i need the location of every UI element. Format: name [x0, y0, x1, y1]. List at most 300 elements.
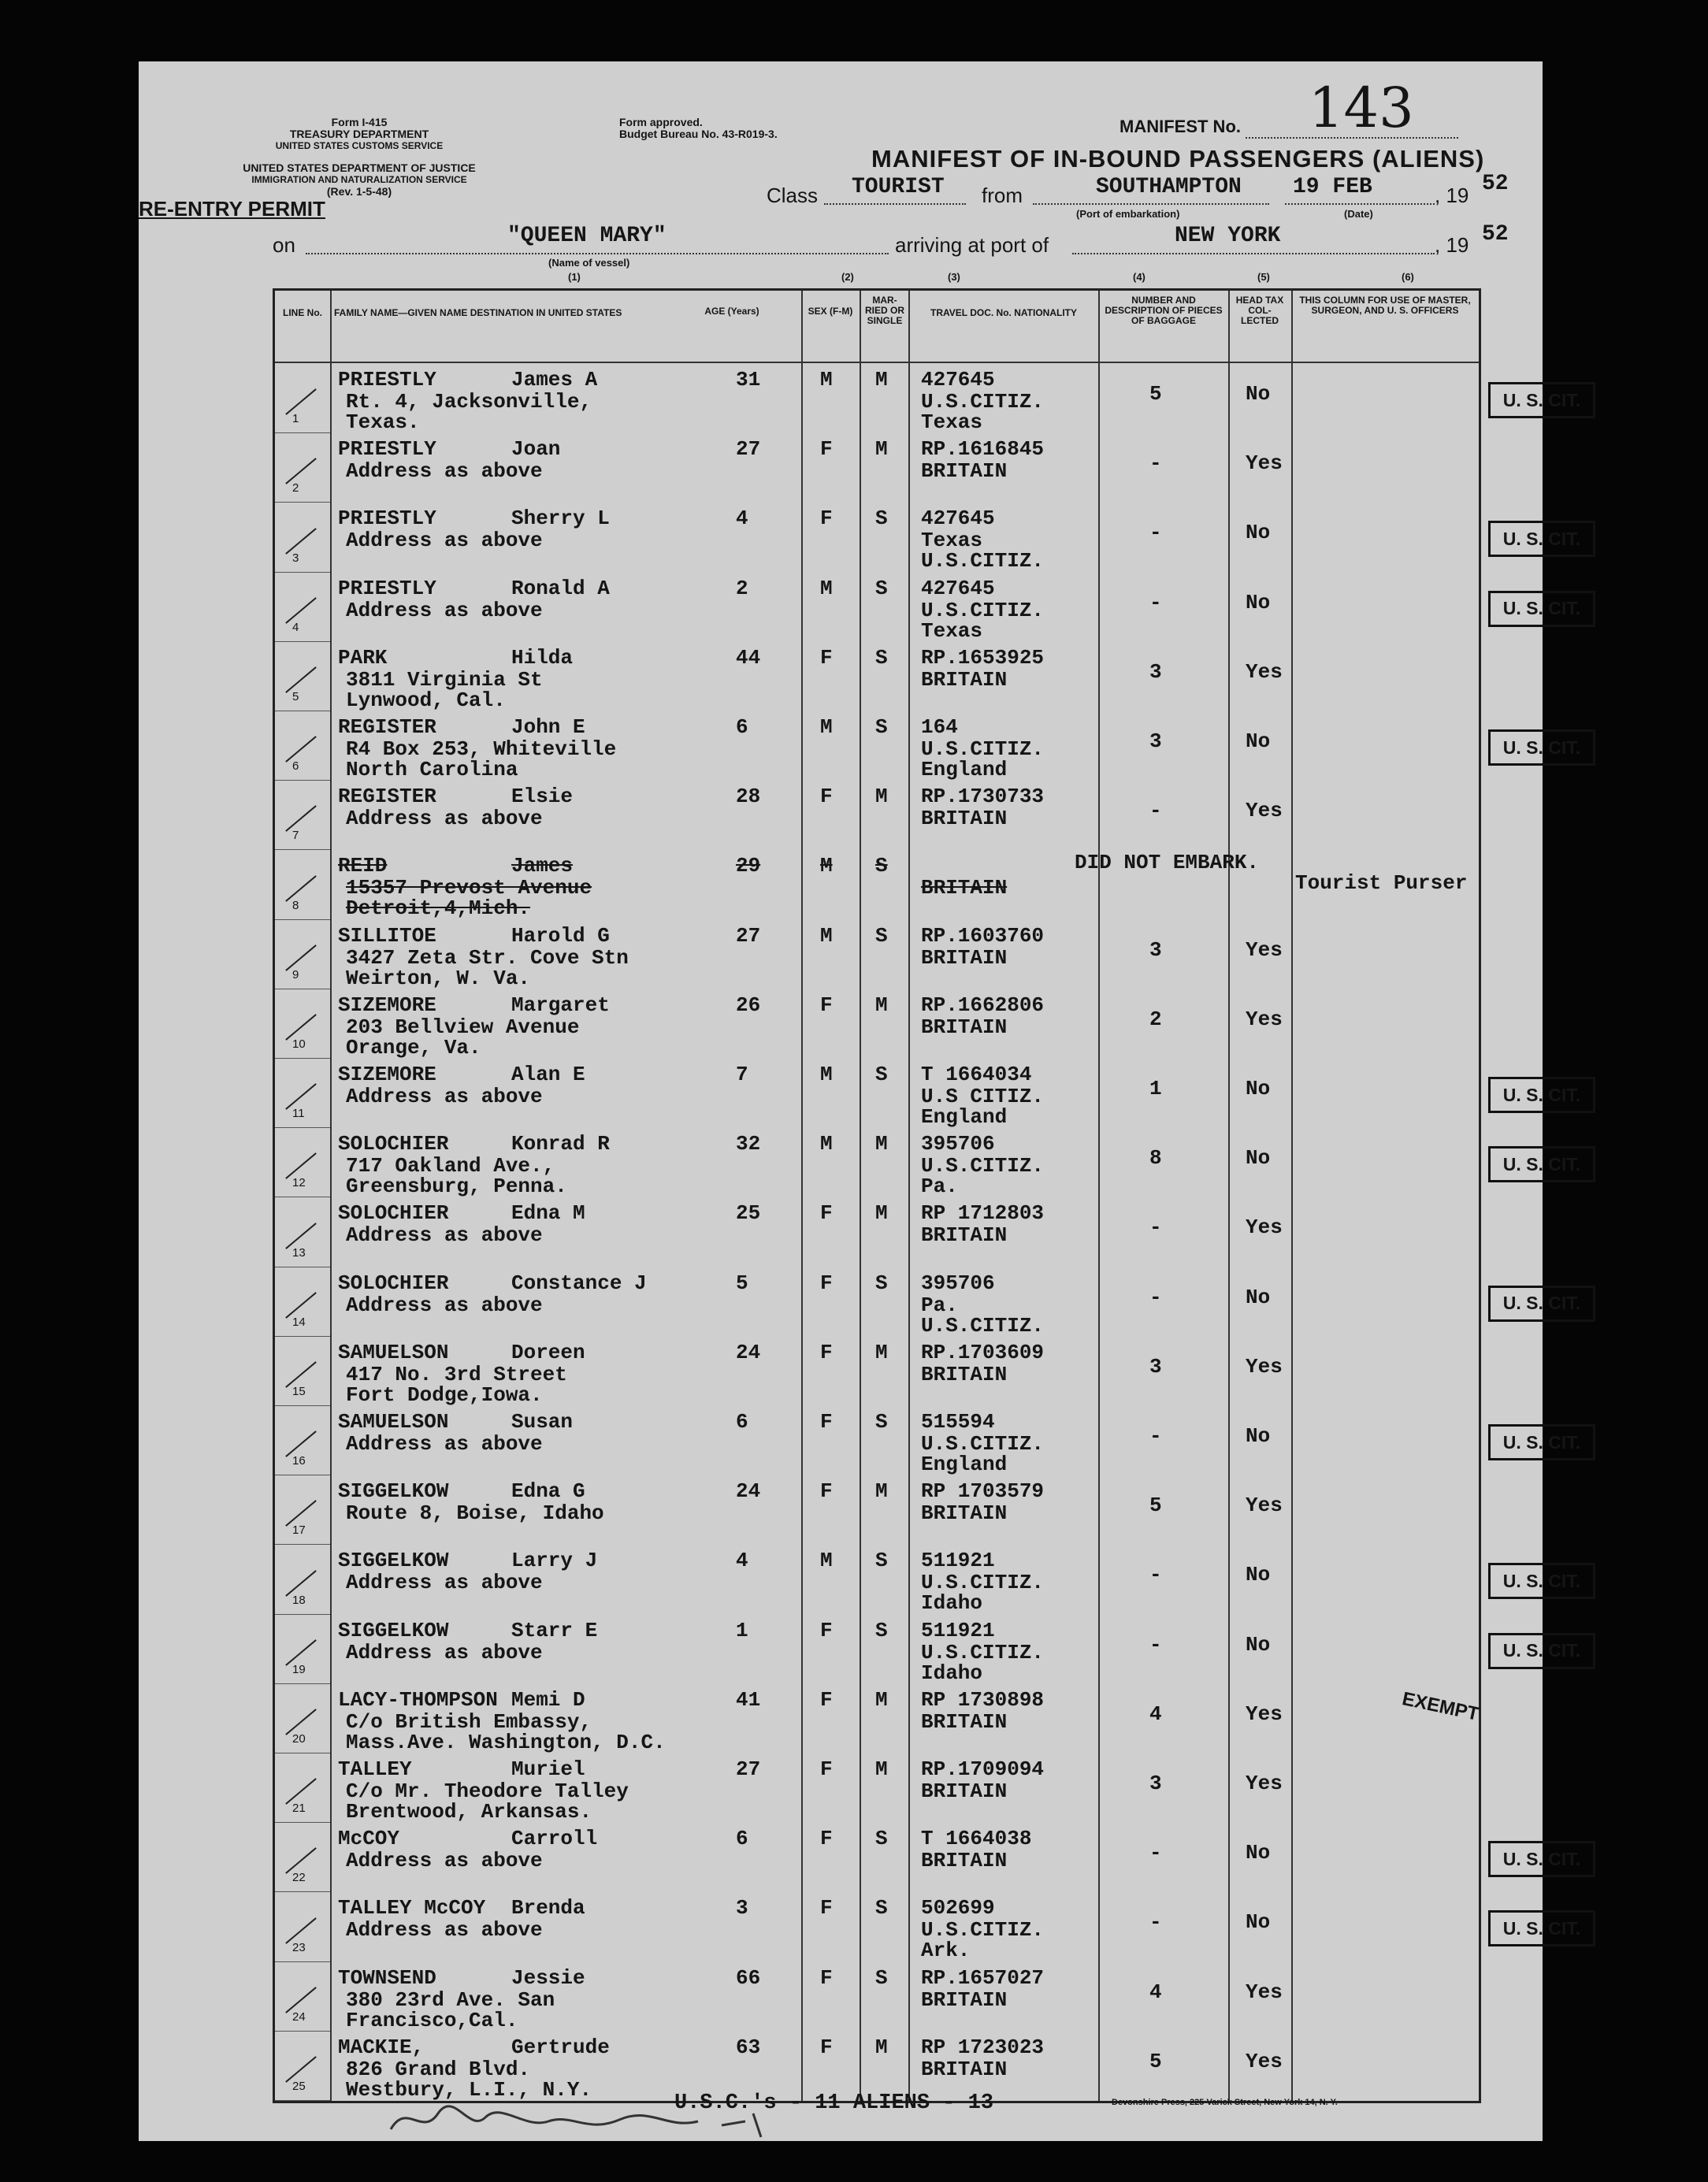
family-name: McCOY: [338, 1827, 400, 1851]
departure-year: 52: [1482, 172, 1509, 196]
arrival-port: NEW YORK: [1175, 224, 1281, 248]
table-row: [275, 715, 1581, 785]
baggage-count: -: [1149, 1910, 1162, 1935]
table-row: [275, 1063, 1581, 1132]
address-line-1: C/o Mr. Theodore Talley: [346, 1779, 629, 1803]
address-line-1: 717 Oakland Ave.,: [346, 1154, 555, 1178]
age: 28: [736, 785, 761, 809]
address-line-2: Fort Dodge,Iowa.: [346, 1382, 543, 1407]
marital-status: M: [875, 785, 888, 809]
head-tax: No: [1246, 1146, 1271, 1171]
given-name: Jessie: [511, 1965, 585, 1990]
reentry-permit-label: RE-ENTRY PERMIT: [139, 197, 325, 221]
address-line-1: Address as above: [346, 1918, 543, 1943]
address-line-1: Address as above: [346, 807, 543, 831]
baggage-count: 2: [1149, 1007, 1162, 1031]
given-name: Memi D: [511, 1687, 585, 1712]
marital-status: M: [875, 1757, 888, 1781]
nationality: U.S.CITIZ.: [921, 598, 1045, 622]
totals-line: U.S.C.'s - 11 ALIENS - 13: [674, 2091, 994, 2115]
given-name: Elsie: [511, 785, 574, 809]
sex: F: [820, 1410, 833, 1434]
col-header-married: MAR-RIED OR SINGLE: [864, 295, 904, 326]
marital-status: M: [875, 1479, 888, 1504]
us-citizen-stamp: U. S. CIT.: [1488, 1633, 1595, 1669]
travel-doc-number: RP.1703609: [921, 1340, 1045, 1364]
us-citizen-stamp: U. S. CIT.: [1488, 1424, 1595, 1460]
colnum-1: (1): [568, 271, 581, 283]
doc-note: Texas: [921, 410, 983, 434]
approval-block: [619, 117, 824, 140]
head-tax: Yes: [1246, 1772, 1283, 1795]
head-tax: Yes: [1246, 659, 1283, 684]
date-line: [1285, 203, 1435, 205]
marital-status: S: [875, 854, 888, 878]
baggage-count: 3: [1149, 729, 1162, 753]
given-name: Starr E: [511, 1618, 598, 1642]
table-row: [275, 1271, 1581, 1341]
given-name: Constance J: [511, 1271, 647, 1295]
travel-doc-number: RP.1709094: [921, 1757, 1045, 1781]
head-tax: No: [1246, 1424, 1271, 1448]
age: 7: [736, 1063, 748, 1086]
line-number: 24: [292, 2009, 306, 2024]
arrival-year-label: , 19: [1435, 233, 1469, 257]
given-name: Susan: [511, 1410, 574, 1434]
given-name: Muriel: [511, 1757, 585, 1781]
line-number: 10: [292, 1037, 306, 1051]
address-line-1: Address as above: [346, 1432, 543, 1456]
date-caption: (Date): [1344, 208, 1373, 220]
vessel-line: [306, 253, 889, 254]
col-header-headtax: HEAD TAX COL-LECTED: [1235, 295, 1284, 326]
baggage-count: -: [1149, 1215, 1162, 1240]
family-name: PRIESTLY: [338, 507, 436, 531]
address-line-2: North Carolina: [346, 758, 518, 781]
baggage-count: 1: [1149, 1077, 1162, 1100]
address-line-2: Mass.Ave. Washington, D.C.: [346, 1730, 666, 1754]
manifest-no-label: MANIFEST No.: [1119, 117, 1241, 136]
doc-note: U.S.CITIZ.: [921, 1313, 1045, 1338]
address-line-1: 15357 Prevost Avenue: [346, 876, 592, 900]
baggage-count: -: [1149, 1632, 1162, 1657]
line-number: 13: [292, 1245, 306, 1260]
age: 29: [736, 854, 761, 878]
baggage-count: -: [1149, 1285, 1162, 1309]
nationality: BRITAIN: [921, 1709, 1008, 1734]
address-line-1: R4 Box 253, Whiteville: [346, 737, 617, 761]
sex: F: [820, 2035, 833, 2059]
nationality: U.S.CITIZ.: [921, 737, 1045, 761]
nationality: BRITAIN: [921, 1362, 1008, 1386]
head-tax: No: [1246, 590, 1271, 614]
us-citizen-stamp: U. S. CIT.: [1488, 1563, 1595, 1599]
family-name: MACKIE,: [338, 2035, 425, 2059]
marital-status: S: [875, 1271, 888, 1295]
head-tax: Yes: [1246, 1215, 1283, 1240]
family-name: PRIESTLY: [338, 576, 436, 600]
address-line-2: Brentwood, Arkansas.: [346, 1800, 592, 1824]
family-name: REGISTER: [338, 785, 436, 809]
address-line-1: Address as above: [346, 1293, 543, 1317]
colnum-3: (3): [948, 271, 960, 283]
head-tax: No: [1246, 1632, 1271, 1657]
head-tax: Yes: [1246, 2049, 1283, 2073]
line-number: 3: [292, 551, 299, 565]
exempt-stamp: EXEMPT: [1400, 1687, 1481, 1725]
age: 27: [736, 437, 761, 462]
marital-status: M: [875, 1687, 888, 1712]
sex: F: [820, 645, 833, 670]
travel-doc-number: 427645: [921, 576, 995, 600]
line-number: 6: [292, 759, 299, 774]
age: 44: [736, 645, 761, 670]
head-tax: No: [1246, 1077, 1271, 1100]
header-rule: [275, 362, 1479, 363]
nationality: BRITAIN: [921, 459, 1008, 484]
baggage-count: -: [1149, 451, 1162, 476]
head-tax: No: [1246, 1285, 1271, 1309]
travel-doc-number: RP 1723023: [921, 2035, 1045, 2059]
line-number: 25: [292, 2080, 306, 2093]
doc-note: England: [921, 1453, 1008, 1476]
from-line: [1033, 203, 1269, 205]
nationality: BRITAIN: [921, 1223, 1008, 1248]
manifest-number: 143: [1309, 76, 1414, 140]
manifest-page: [139, 61, 1581, 2141]
vessel-caption: (Name of vessel): [548, 257, 630, 269]
given-name: Carroll: [511, 1827, 598, 1851]
col-header-baggage: NUMBER AND DESCRIPTION OF PIECES OF BAGGAGE: [1105, 295, 1223, 326]
head-tax: Yes: [1246, 1980, 1283, 2004]
sex: F: [820, 785, 833, 809]
head-tax: Yes: [1246, 1354, 1283, 1379]
nationality: BRITAIN: [921, 1779, 1008, 1803]
nationality: U.S.CITIZ.: [921, 1571, 1045, 1595]
table-row: [275, 993, 1479, 1063]
given-name: Gertrude: [511, 2035, 610, 2059]
line-number: 12: [292, 1176, 306, 1190]
sex: M: [820, 1132, 833, 1156]
nationality: Pa.: [921, 1293, 958, 1317]
head-tax: Yes: [1246, 1007, 1283, 1031]
line-number: 20: [292, 1732, 306, 1746]
marital-status: M: [875, 1201, 888, 1226]
line-number: 2: [292, 481, 299, 495]
address-line-1: Address as above: [346, 529, 543, 553]
family-name: PRIESTLY: [338, 437, 436, 462]
ins-service: IMMIGRATION AND NATURALIZATION SERVICE: [251, 174, 467, 185]
head-tax: Yes: [1246, 1701, 1283, 1726]
budget-bureau: Budget Bureau No. 43-R019-3.: [619, 128, 778, 140]
table-row: [275, 1132, 1581, 1201]
baggage-count: 4: [1149, 1701, 1162, 1726]
travel-doc-number: 515594: [921, 1410, 995, 1434]
family-name: LACY-THOMPSON: [338, 1687, 498, 1712]
baggage-count: -: [1149, 521, 1162, 545]
us-citizen-stamp: U. S. CIT.: [1488, 1146, 1595, 1182]
baggage-count: 3: [1149, 659, 1162, 684]
line-number: 18: [292, 1593, 306, 1607]
handwritten-signature: [383, 2098, 793, 2145]
travel-doc-number: RP 1712803: [921, 1201, 1045, 1226]
arrival-line: [1072, 253, 1435, 254]
col-header-name: FAMILY NAME—GIVEN NAME DESTINATION IN UNITED STATES: [334, 307, 622, 318]
address-line-2: Texas.: [346, 410, 420, 434]
class-value: TOURIST: [852, 175, 945, 199]
passenger-table: [273, 288, 1581, 2103]
nationality: U.S CITIZ.: [921, 1085, 1045, 1108]
travel-doc-number: 164: [921, 715, 958, 739]
line-number: 11: [292, 1107, 305, 1121]
given-name: Sherry L: [511, 507, 610, 531]
sex: F: [820, 1340, 833, 1364]
marital-status: S: [875, 1965, 888, 1990]
given-name: Harold G: [511, 923, 610, 948]
sex: F: [820, 993, 833, 1017]
travel-doc-number: RP.1657027: [921, 1965, 1045, 1990]
table-row: [275, 646, 1479, 715]
address-line-2: Westbury, L.I., N.Y.: [346, 2077, 592, 2102]
family-name: SIGGELKOW: [338, 1549, 449, 1573]
sex: F: [820, 1757, 833, 1781]
line-number: 7: [292, 829, 299, 843]
family-name: SIGGELKOW: [338, 1618, 449, 1642]
travel-doc-number: 427645: [921, 368, 995, 391]
line-number: 4: [292, 620, 299, 634]
sex: F: [820, 507, 833, 531]
line-number: 8: [292, 898, 299, 912]
baggage-count: 8: [1149, 1146, 1162, 1171]
table-row: [275, 368, 1581, 437]
colnum-2: (2): [841, 271, 854, 283]
customs-service: UNITED STATES CUSTOMS SERVICE: [275, 140, 444, 151]
marital-status: M: [875, 2035, 888, 2059]
marital-status: S: [875, 645, 888, 670]
travel-doc-number: 395706: [921, 1132, 995, 1156]
age: 3: [736, 1896, 748, 1920]
address-line-1: 380 23rd Ave. San: [346, 1987, 555, 2012]
sex: F: [820, 1618, 833, 1642]
age: 63: [736, 2035, 761, 2059]
table-row: [275, 507, 1581, 576]
sex: F: [820, 1479, 833, 1504]
us-citizen-stamp: U. S. CIT.: [1488, 729, 1595, 766]
table-row: [275, 1410, 1581, 1479]
nationality: BRITAIN: [921, 667, 1008, 692]
address-line-2: Weirton, W. Va.: [346, 966, 531, 990]
travel-doc-number: RP 1703579: [921, 1479, 1045, 1504]
given-name: Ronald A: [511, 576, 610, 600]
nationality: BRITAIN: [921, 2057, 1008, 2081]
sex: M: [820, 854, 833, 878]
table-row: [275, 1757, 1479, 1827]
us-citizen-stamp: U. S. CIT.: [1488, 521, 1595, 557]
travel-doc-number: RP.1730733: [921, 785, 1045, 809]
family-name: REID: [338, 854, 388, 878]
address-line-2: Detroit,4,Mich.: [346, 896, 531, 921]
family-name: TALLEY: [338, 1757, 412, 1781]
sex: F: [820, 1271, 833, 1295]
nationality: BRITAIN: [921, 1987, 1008, 2012]
address-line-1: Address as above: [346, 1223, 543, 1248]
class-label: Class: [767, 184, 819, 207]
form-approved: Form approved.: [619, 116, 703, 128]
embarkation-port: SOUTHAMPTON: [1096, 175, 1242, 199]
colnum-5: (5): [1257, 271, 1270, 283]
line-number: 17: [292, 1523, 306, 1538]
nationality: BRITAIN: [921, 1501, 1008, 1526]
family-name: PRIESTLY: [338, 368, 436, 391]
family-name: REGISTER: [338, 715, 436, 739]
form-revision: (Rev. 1-5-48): [326, 185, 392, 198]
travel-doc-number: RP.1603760: [921, 923, 1045, 948]
port-embarkation-caption: (Port of embarkation): [1076, 208, 1180, 220]
baggage-count: 4: [1149, 1980, 1162, 2004]
travel-doc-number: RP.1662806: [921, 993, 1045, 1017]
marital-status: S: [875, 923, 888, 948]
given-name: Brenda: [511, 1896, 585, 1920]
nationality: BRITAIN: [921, 945, 1008, 970]
travel-doc-number: 427645: [921, 507, 995, 531]
us-citizen-stamp: U. S. CIT.: [1488, 591, 1595, 627]
table-row: [275, 1688, 1479, 1757]
travel-doc-number: RP.1653925: [921, 645, 1045, 670]
doc-note: Idaho: [921, 1591, 983, 1616]
marital-status: M: [875, 993, 888, 1017]
family-name: SOLOCHIER: [338, 1132, 449, 1156]
doc-note: Pa.: [921, 1174, 958, 1199]
us-citizen-stamp: U. S. CIT.: [1488, 1910, 1595, 1946]
sex: F: [820, 1965, 833, 1990]
purser-note: Tourist Purser: [1295, 871, 1468, 896]
address-line-1: Rt. 4, Jacksonville,: [346, 390, 592, 414]
head-tax: No: [1246, 1563, 1271, 1587]
age: 4: [736, 507, 748, 531]
family-name: SOLOCHIER: [338, 1271, 449, 1295]
address-line-1: 826 Grand Blvd.: [346, 2057, 531, 2081]
table-row: [275, 1201, 1479, 1271]
travel-doc-number: T 1664034: [921, 1063, 1032, 1086]
arrival-year: 52: [1482, 222, 1509, 247]
nationality: BRITAIN: [921, 807, 1008, 831]
age: 2: [736, 576, 748, 600]
given-name: Larry J: [511, 1549, 598, 1573]
given-name: Margaret: [511, 993, 610, 1017]
given-name: Hilda: [511, 645, 574, 670]
line-number: 16: [292, 1454, 306, 1468]
age: 6: [736, 1827, 748, 1851]
head-tax: No: [1246, 1841, 1271, 1865]
line-number: 21: [292, 1802, 306, 1816]
family-name: TALLEY McCOY: [338, 1896, 486, 1920]
travel-doc-number: 511921: [921, 1549, 995, 1573]
head-tax: Yes: [1246, 799, 1283, 823]
baggage-count: 3: [1149, 937, 1162, 962]
nationality: U.S.CITIZ.: [921, 390, 1045, 414]
form-number: Form I-415: [331, 116, 388, 128]
baggage-count: 5: [1149, 1494, 1162, 1518]
col-header-travel: TRAVEL DOC. No. NATIONALITY: [930, 307, 1077, 318]
address-line-1: C/o British Embassy,: [346, 1709, 592, 1734]
family-name: SILLITOE: [338, 923, 436, 948]
table-row: [275, 1827, 1581, 1896]
manifest-title: MANIFEST OF IN-BOUND PASSENGERS (ALIENS): [871, 145, 1485, 173]
baggage-count: -: [1149, 1841, 1162, 1865]
col-header-sex: SEX (F-M): [808, 306, 853, 317]
travel-doc-number: 395706: [921, 1271, 995, 1295]
baggage-count: 5: [1149, 382, 1162, 406]
age: 27: [736, 1757, 761, 1781]
address-line-1: 417 No. 3rd Street: [346, 1362, 567, 1386]
marital-status: S: [875, 715, 888, 739]
age: 1: [736, 1618, 748, 1642]
age: 41: [736, 1687, 761, 1712]
table-row: [275, 785, 1479, 854]
doc-note: Texas: [921, 618, 983, 643]
marital-status: S: [875, 507, 888, 531]
line-number: 19: [292, 1662, 306, 1676]
line-number: 23: [292, 1940, 306, 1954]
sex: M: [820, 368, 833, 391]
age: 27: [736, 923, 761, 948]
departure-date: 19 FEB: [1293, 175, 1372, 199]
vessel-name: "QUEEN MARY": [507, 224, 666, 248]
age: 6: [736, 715, 748, 739]
col-header-age: AGE (Years): [704, 306, 759, 317]
age: 25: [736, 1201, 761, 1226]
baggage-count: 5: [1149, 2049, 1162, 2073]
nationality: U.S.CITIZ.: [921, 1432, 1045, 1456]
given-name: Doreen: [511, 1340, 585, 1364]
given-name: Joan: [511, 437, 561, 462]
nationality: Texas: [921, 529, 983, 553]
sex: F: [820, 1687, 833, 1712]
marital-status: S: [875, 576, 888, 600]
baggage-count: 3: [1149, 1772, 1162, 1795]
baggage-count: -: [1149, 799, 1162, 823]
address-line-1: Address as above: [346, 598, 543, 622]
on-label: on: [273, 233, 295, 257]
address-line-1: Address as above: [346, 459, 543, 484]
given-name: John E: [511, 715, 585, 739]
head-tax: Yes: [1246, 937, 1283, 962]
head-tax: No: [1246, 521, 1271, 545]
nationality: U.S.CITIZ.: [921, 1154, 1045, 1178]
table-row: [275, 1341, 1479, 1410]
printer-imprint: Devonshire Press, 225 Varick Street, New York 14, N. Y.: [1112, 2098, 1338, 2107]
sex: M: [820, 715, 833, 739]
age: 5: [736, 1271, 748, 1295]
family-name: SAMUELSON: [338, 1410, 449, 1434]
baggage-count: -: [1149, 1424, 1162, 1448]
family-name: SIZEMORE: [338, 1063, 436, 1086]
marital-status: S: [875, 1896, 888, 1920]
arriving-label: arriving at port of: [895, 233, 1049, 257]
baggage-count: -: [1149, 1563, 1162, 1587]
head-tax: No: [1246, 1910, 1271, 1935]
table-row: [275, 1549, 1581, 1618]
address-line-2: Francisco,Cal.: [346, 2008, 518, 2032]
marital-status: M: [875, 1132, 888, 1156]
table-row: [275, 924, 1479, 993]
from-label: from: [982, 184, 1023, 207]
address-line-1: Address as above: [346, 1571, 543, 1595]
travel-doc-number: RP 1730898: [921, 1687, 1045, 1712]
given-name: Edna G: [511, 1479, 585, 1504]
marital-status: S: [875, 1410, 888, 1434]
sex: M: [820, 1549, 833, 1573]
